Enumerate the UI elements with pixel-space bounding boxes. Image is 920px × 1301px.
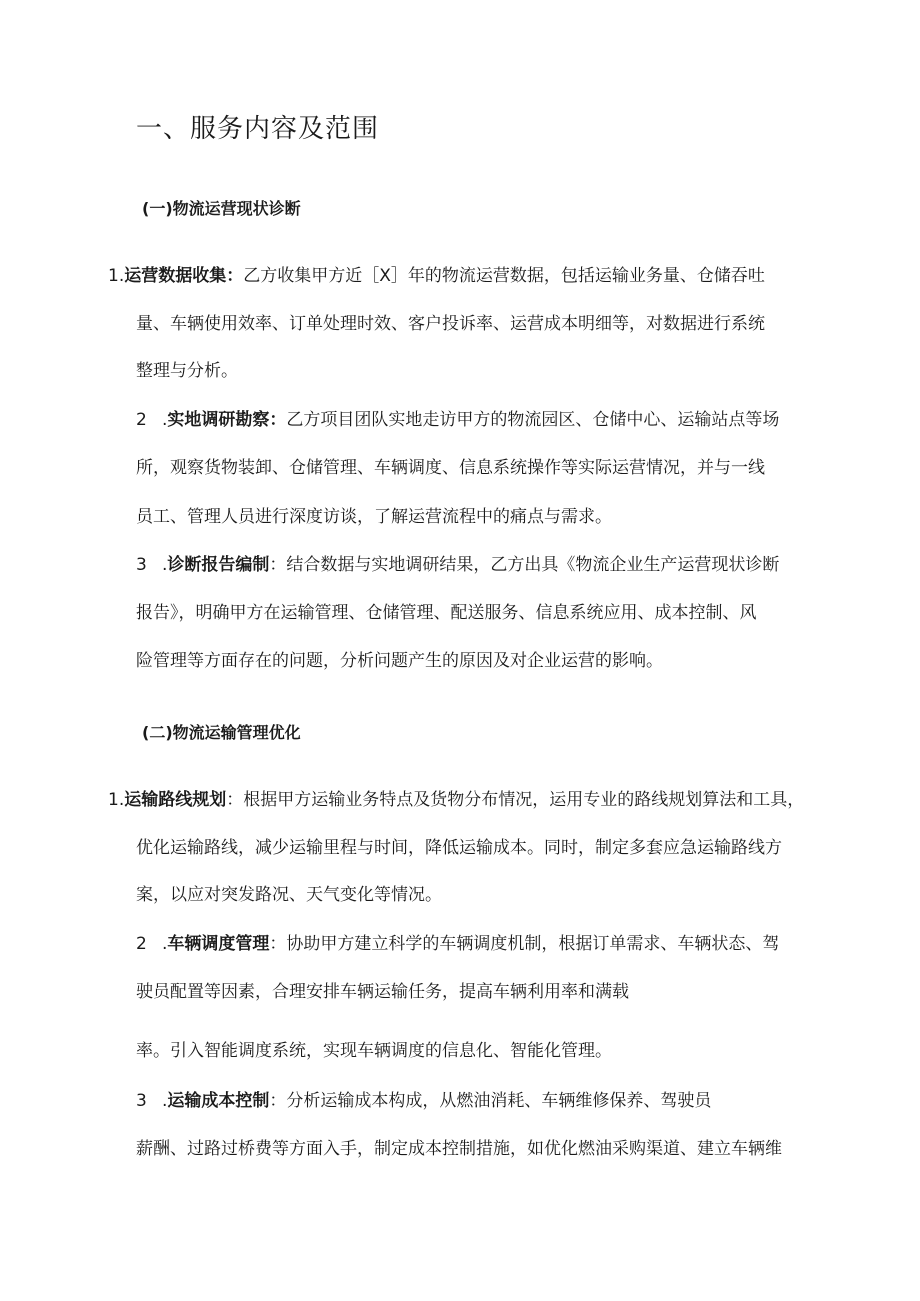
item-term: 实地调研勘察 [167,410,270,430]
paragraph-1-2-line-2: 所，观察货物装卸、仓储管理、车辆调度、信息系统操作等实际运营情况，并与一线 [136,458,765,478]
item-text: 乙方收集甲方近［X］年的物流运营数据，包括运输业务量、仓储吞吐 [243,266,765,286]
item-term: 运营数据收集 [124,266,227,286]
item-dot: . [162,1091,168,1111]
paragraph-2-2-line-3: 率。引入智能调度系统，实现车辆调度的信息化、智能化管理。 [136,1041,612,1061]
paragraph-2-2-line-2: 驶员配置等因素，合理安排车辆运输任务，提高车辆利用率和满载 [136,982,629,1002]
item-term: 诊断报告编制 [167,555,270,575]
section-heading-2: (二)物流运输管理优化 [142,723,301,742]
paragraph-1-1-line-3: 整理与分析。 [136,361,238,381]
item-dot: . [162,410,168,430]
item-term: 运输路线规划 [124,790,227,810]
paragraph-2-3-line-2: 薪酬、过路过桥费等方面入手，制定成本控制措施，如优化燃油采购渠道、建立车辆维 [136,1139,782,1159]
page-title: 一、服务内容及范围 [136,114,380,144]
paragraph-1-3-line-2: 报告》，明确甲方在运输管理、仓储管理、配送服务、信息系统应用、成本控制、风 [136,603,757,623]
item-term: 车辆调度管理 [167,934,270,954]
item-number: 2 [136,934,147,954]
item-separator: ： [269,1091,287,1111]
item-text: 乙方项目团队实地走访甲方的物流园区、仓储中心、运输站点等场 [286,410,780,430]
paragraph-1-1-line-1 [108,264,765,288]
item-text: 根据甲方运输业务特点及货物分布情况，运用专业的路线规划算法和工具， [243,790,805,810]
paragraph-1-1-line-2: 量、车辆使用效率、订单处理时效、客户投诉率、运营成本明细等，对数据进行系统 [136,314,765,334]
paragraph-2-1-line-3: 案，以应对突发路况、天气变化等情况。 [136,885,442,905]
paragraph-2-2-line-1 [136,932,779,956]
item-dot: . [162,934,168,954]
paragraph-1-3-line-1 [136,553,779,577]
paragraph-2-1-line-2: 优化运输路线，减少运输里程与时间，降低运输成本。同时，制定多套应急运输路线方 [136,838,782,858]
item-dot: . [162,555,168,575]
item-number: 2 [136,410,147,430]
item-separator: ： [269,410,287,430]
item-separator: ： [226,266,244,286]
item-separator: ： [269,934,287,954]
item-text: 分析运输成本构成，从燃油消耗、车辆维修保养、驾驶员 [286,1091,712,1111]
item-separator: ： [226,790,244,810]
item-text: 协助甲方建立科学的车辆调度机制，根据订单需求、车辆状态、驾 [286,934,780,954]
item-number: 3 [136,555,147,575]
item-number: 1. [108,266,125,286]
paragraph-2-3-line-1 [136,1089,711,1113]
item-number: 1. [108,790,125,810]
item-text: 结合数据与实地调研结果，乙方出具《物流企业生产运营现状诊断 [286,555,780,575]
paragraph-1-3-line-3: 险管理等方面存在的问题，分析问题产生的原因及对企业运营的影响。 [136,651,663,671]
paragraph-1-2-line-3: 员工、管理人员进行深度访谈，了解运营流程中的痛点与需求。 [136,507,612,527]
paragraph-2-1-line-1 [108,788,804,812]
item-number: 3 [136,1091,147,1111]
item-separator: ： [269,555,287,575]
section-heading-1: (一)物流运营现状诊断 [142,199,301,218]
paragraph-1-2-line-1 [136,408,779,432]
item-term: 运输成本控制 [167,1091,270,1111]
